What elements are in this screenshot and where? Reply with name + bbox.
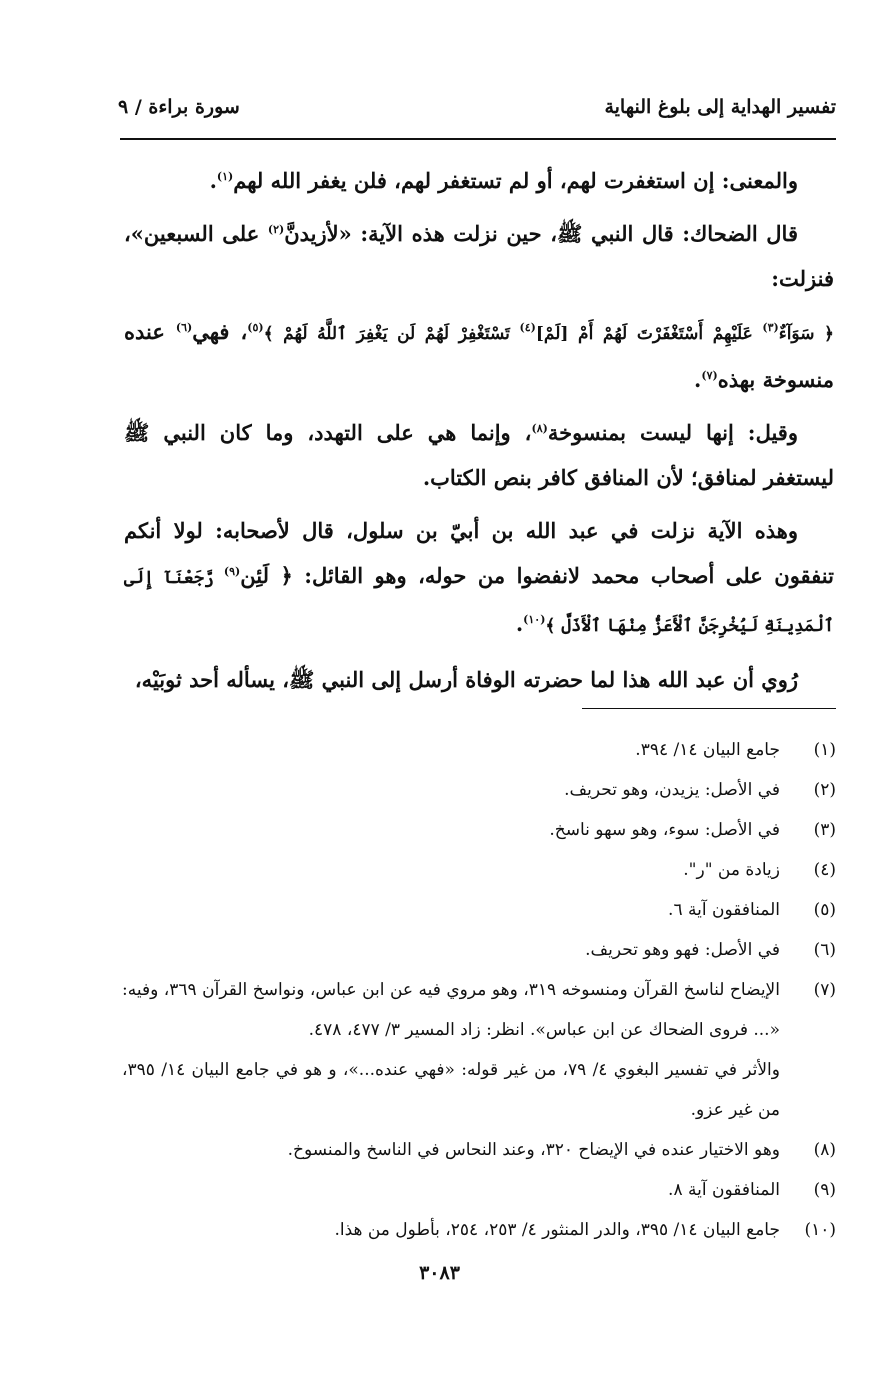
footnote-item: (٣) في الأصل: سوء، وهو سهو ناسخ. xyxy=(549,820,836,840)
running-header xyxy=(118,96,836,132)
footnote-item: (٢) في الأصل: يزيدن، وهو تحريف. xyxy=(564,780,836,800)
page-number: ٣٠٨٣ xyxy=(419,1262,460,1284)
footnote-item: (٨) وهو الاختيار عنده في الإيضاح ٣٢٠، وعند النحاس في الناسخ والمنسوخ. xyxy=(287,1140,836,1160)
footnote-divider xyxy=(582,708,836,709)
footnotes xyxy=(122,730,836,1250)
paragraph-2: قال الضحاك: قال النبي ﷺ، حين نزلت هذه الآية: «لأزيدنَّ$^{(٢)}$ على السبعين»، فنزلت: xyxy=(124,221,834,291)
surah-label: سورة براءة / ٩ xyxy=(118,96,240,118)
paragraph-1: والمعنى: إن استغفرت لهم، أو لم تستغفر لهم، فلن يغفر الله لهم$^{(١)}$. xyxy=(209,168,798,193)
footnote-ref-10[interactable]: (١٠) xyxy=(523,613,546,626)
main-text xyxy=(124,158,834,710)
footnote-item: (٦) في الأصل: فهو وهو تحريف. xyxy=(585,940,836,960)
footnote-ref-1[interactable]: (١) xyxy=(216,170,234,183)
footnote-ref-8[interactable]: (٨) xyxy=(531,422,548,435)
footnote-item: (٥) المنافقون آية ٦. xyxy=(668,900,836,920)
footnote-ref-4[interactable]: (٤) xyxy=(519,321,536,334)
footnote-ref-7[interactable]: (٧) xyxy=(701,369,718,382)
footnote-item: (٩) المنافقون آية ٨. xyxy=(668,1180,836,1200)
footnote-ref-9[interactable]: (٩) xyxy=(223,565,241,578)
footnote-ref-6[interactable]: (٦) xyxy=(175,321,193,334)
footnote-item: (٧) الإيضاح لناسخ القرآن ومنسوخه ٣١٩، وهو مروي فيه عن ابن عباس، ونواسخ القرآن ٣٦٩، وفيه: «... فروى الضحاك عن ابن عباس». انظر: زاد المسير ٣/ ٤٧٧، ٤٧٨. xyxy=(122,980,836,1040)
paragraph-3: ﴿ سَوَآءٌ$^{(٣)}$ عَلَيْهِمْ أَسْتَغْفَرْتَ لَهُمْ أَمْ [لَمْ]$^{(٤)}$ تَسْتَغْفِرْ لَهُمْ لَن يَغْفِرَ ٱللَّهُ لَهُمْ ﴾$^{(٥)}$، فهي$^{(٦)}$ عنده منسوخة بهذه$^{(٧)}$. xyxy=(124,319,835,392)
footnote-item: (٤) زيادة من "ر". xyxy=(683,860,836,880)
book-title: تفسير الهداية إلى بلوغ النهاية xyxy=(604,96,836,118)
footnote-item: (١٠) جامع البيان ١٤/ ٣٩٥، والدر المنثور ٤/ ٢٥٣، ٢٥٤، بأطول من هذا. xyxy=(334,1220,836,1240)
paragraph-4: وقيل: إنها ليست بمنسوخة$^{(٨)}$، وإنما هي على التهدد، وما كان النبي ﷺ ليستغفر لمنافق؛ لأن المنافق كافر بنص الكتاب. xyxy=(124,420,834,490)
footnote-continuation: والأثر في تفسير البغوي ٤/ ٧٩، من غير قوله: «فهي عنده...»، و هو في جامع البيان ١٤/ ٣٩٥، من غير عزو. xyxy=(122,1060,780,1120)
paragraph-5: وهذه الآية نزلت في عبد الله بن أبيّ بن سلول، قال لأصحابه: لولا أنكم تنفقون على أصحاب محمد لانفضوا من حوله، وهو القائل: ﴿ لَئِن$^{(٩)}$ رَّجَعْنَآ إِلَى ٱلْمَدِينَةِ لَيُخْرِجَنَّ ٱلْأَعَزُّ مِنْهَا ٱلْأَذَلَّ ﴾$^{(١٠)}$. xyxy=(124,518,834,636)
footnote-ref-3[interactable]: (٣) xyxy=(762,321,779,334)
footnote-ref-5[interactable]: (٥) xyxy=(247,321,264,334)
footnote-ref-2[interactable]: (٢) xyxy=(267,223,285,236)
quran-verse: ﴿ سَوَآءٌ xyxy=(778,324,835,344)
header-divider xyxy=(120,138,836,140)
footnote-item: (١) جامع البيان ١٤/ ٣٩٤. xyxy=(635,740,836,760)
paragraph-6: رُوي أن عبد الله هذا لما حضرته الوفاة أرسل إلى النبي ﷺ، يسأله أحد ثوبَيْه، xyxy=(134,667,798,692)
quran-verse: رَّجَعْنَآ إِلَى ٱلْمَدِينَةِ لَيُخْرِجَنَّ ٱلْأَعَزُّ مِنْهَا ٱلْأَذَلَّ ﴾ xyxy=(124,568,834,636)
